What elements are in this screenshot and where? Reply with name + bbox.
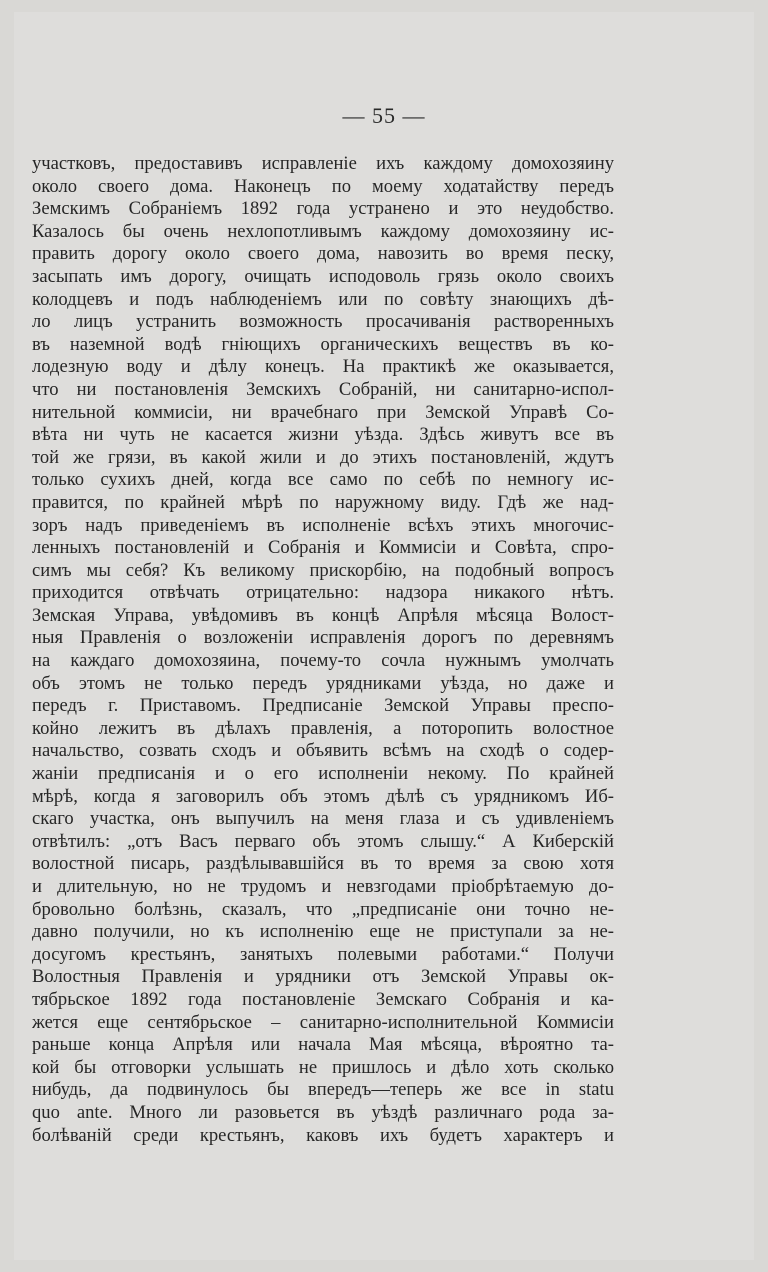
text-line: начальство, созвать сходъ и объявить всѣмъ на сходѣ о содер- [32,740,614,762]
text-line: quo ante. Много ли разовьется въ уѣздѣ различнаго рода за- [32,1101,614,1123]
body-text [32,153,614,1147]
text-line: править дорогу около своего дома, навозить во время песку, [32,243,614,265]
text-line: жется еще сентябрьское – санитарно-исполнительной Коммисіи [32,1011,614,1033]
text-line: зоръ надъ приведеніемъ въ исполненіе всѣхъ этихъ многочис- [32,514,614,536]
text-line: нибудь, да подвинулось бы впередъ—теперь же все in statu [32,1079,614,1101]
text-line: на каждаго домохозяина, почему-то сочла нужнымъ умолчать [32,650,614,672]
text-line: мѣрѣ, когда я заговорилъ объ этомъ дѣлѣ съ урядникомъ Иб- [32,785,614,807]
text-line: жаніи предписанія и о его исполненіи некому. По крайней [32,763,614,785]
text-line: Казалось бы очень нехлопотливымъ каждому домохозяину ис- [32,220,614,242]
text-line: только сухихъ дней, когда все само по себѣ по немногу ис- [32,469,614,491]
text-line: объ этомъ не только передъ урядниками уѣзда, но даже и [32,672,614,694]
text-line: приходится отвѣчать отрицательно: надзора никакого нѣтъ. [32,582,614,604]
text-line: Волостныя Правленія и урядники отъ Земской Управы ок- [32,966,614,988]
text-line: койно лежитъ въ дѣлахъ правленія, а поторопить волостное [32,717,614,739]
text-line: скаго участка, онъ выпучилъ на меня глаза и съ удивленіемъ [32,808,614,830]
text-line: и длительную, но не трудомъ и невзгодами пріобрѣтаемую до- [32,876,614,897]
text-line: Земская Управа, увѣдомивъ въ концѣ Апрѣля мѣсяца Волост- [32,604,614,626]
text-line: Земскимъ Собраніемъ 1892 года устранено и это неудобство. [32,198,614,220]
text-line: той же грязи, въ какой жили и до этихъ постановленій, ждутъ [32,446,614,468]
text-line: кой бы отговорки услышать не пришлось и дѣло хоть сколько [32,1056,614,1078]
text-line: ло лицъ устранить возможность просачиванія растворенныхъ [32,311,614,333]
text-line: бровольно болѣзнь, сказалъ, что „предписаніе они точно не- [32,898,614,920]
text-line: участковъ, предоставивъ исправленіе ихъ каждому домохозяину [32,153,614,174]
text-line: лодезную воду и дѣлу конецъ. На практикѣ же оказывается, [32,356,614,378]
text-line: засыпать имъ дорогу, очищать исподоволь грязь около своихъ [32,265,614,287]
text-line: колодцевъ и подъ наблюденіемъ или по совѣту знающихъ дѣ- [32,288,614,310]
text-line: правится, по крайней мѣрѣ по наружному виду. Гдѣ же над- [32,491,614,513]
text-line: давно получили, но къ исполненію еще не приступали за не- [32,921,614,943]
text-line: вѣта ни чуть не касается жизни уѣзда. Здѣсь живутъ все въ [32,424,614,446]
text-line: досугомъ крестьянъ, занятыхъ полевыми работами.“ Получи [32,943,614,965]
text-line: что ни постановленія Земскихъ Собраній, ни санитарно-испол- [32,378,614,400]
text-line: тябрьское 1892 года постановленіе Земскаго Собранія и ка- [32,988,614,1010]
page-number: — 55 — [342,103,426,128]
text-line: передъ г. Приставомъ. Предписаніе Земской Управы преспо- [32,695,614,717]
text-line: около своего дома. Наконецъ по моему ходатайству передъ [32,175,614,197]
text-line: отвѣтилъ: „отъ Васъ перваго объ этомъ слышу.“ А Киберскій [32,830,614,852]
text-line: ленныхъ постановленій и Собранія и Коммисіи и Совѣта, спро- [32,537,614,559]
text-line: симъ мы себя? Къ великому прискорбію, на подобный вопросъ [32,559,614,581]
text-line: раньше конца Апрѣля или начала Мая мѣсяца, вѣроятно та- [32,1034,614,1056]
text-line: болѣваній среди крестьянъ, каковъ ихъ будетъ характеръ и [32,1124,614,1146]
text-line: ныя Правленія о возложеніи исправленія дорогъ по деревнямъ [32,627,614,649]
text-line: въ наземной водѣ гніющихъ органическихъ веществъ въ ко- [32,333,614,355]
text-line: волостной писарь, раздѣлывавшійся въ то время за свою хотя [32,853,614,875]
text-line: нительной коммисіи, ни врачебнаго при Земской Управѣ Со- [32,401,614,423]
